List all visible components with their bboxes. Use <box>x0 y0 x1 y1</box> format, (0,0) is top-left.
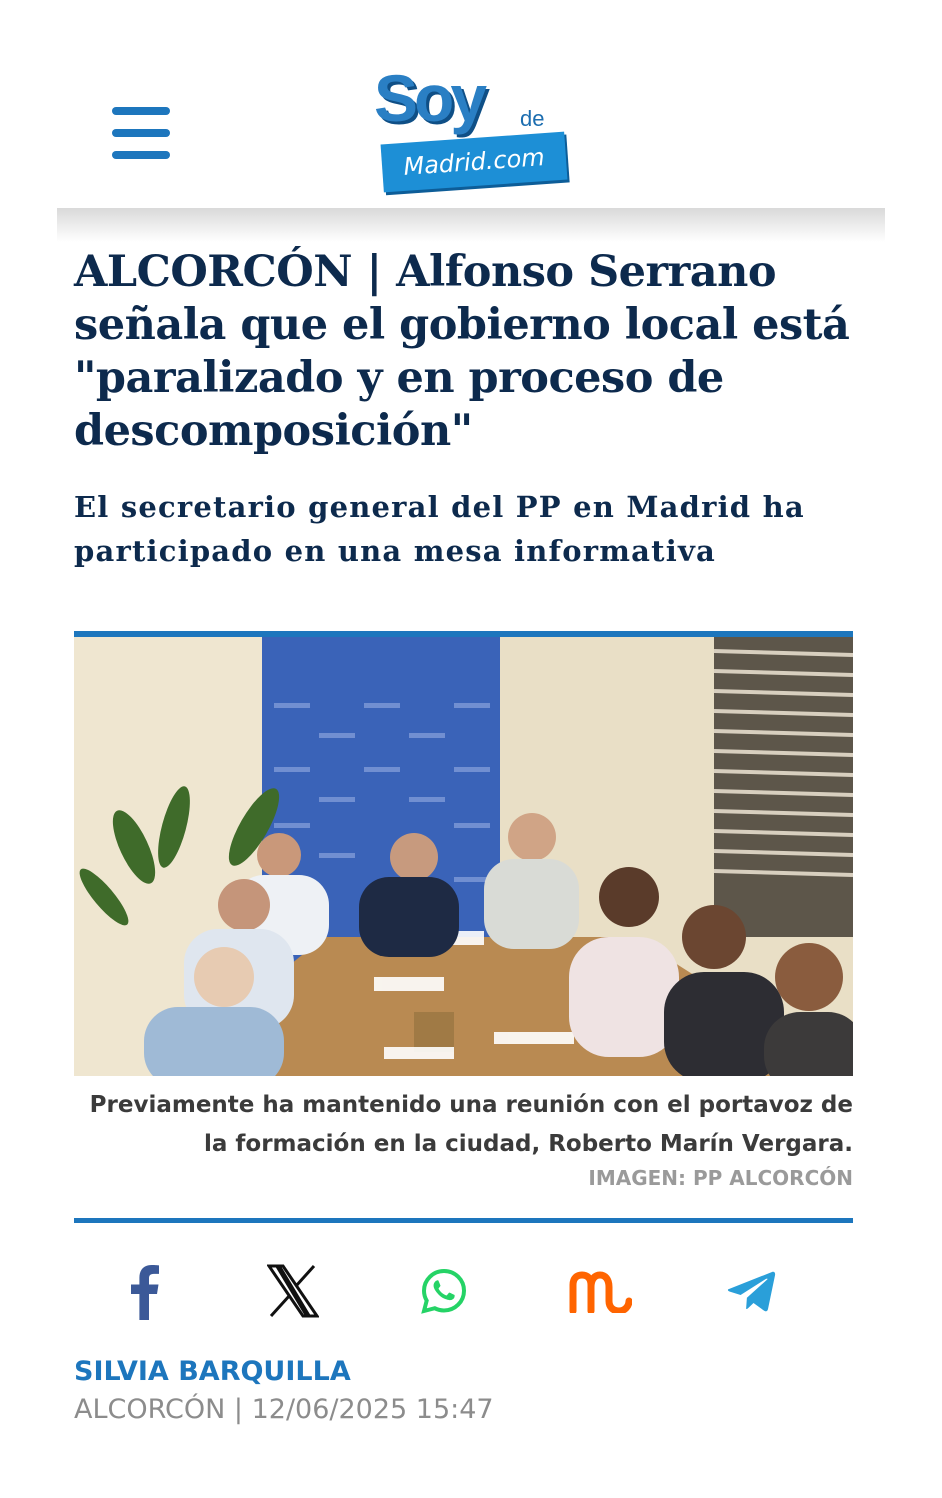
article-subtitle: El secretario general del PP en Madrid ha participado en una mesa informativa <box>74 490 805 568</box>
meneame-share-button[interactable] <box>565 1258 635 1324</box>
whatsapp-share-button[interactable] <box>409 1258 479 1324</box>
logo-badge <box>381 132 568 193</box>
telegram-icon <box>726 1269 776 1313</box>
logo-domain: Madrid.com <box>402 143 546 181</box>
meeting-photo <box>74 637 853 1076</box>
photo-caption: Previamente ha mantenido una reunión con el portavoz de la formación en la ciudad, Roberto Marín Vergara. <box>89 1092 853 1157</box>
location-date: ALCORCÓN | 12/06/2025 15:47 <box>74 1394 494 1425</box>
x-icon <box>267 1264 319 1318</box>
facebook-share-button[interactable] <box>110 1258 180 1324</box>
share-top-rule <box>74 1218 853 1223</box>
article-photo[interactable] <box>74 637 853 1076</box>
facebook-icon <box>130 1262 160 1320</box>
menu-icon[interactable] <box>112 107 170 159</box>
telegram-share-button[interactable] <box>716 1258 786 1324</box>
meneame-icon <box>568 1269 632 1313</box>
header-shadow <box>57 208 885 242</box>
logo-brand: Soy <box>374 61 484 135</box>
x-share-button[interactable] <box>258 1258 328 1324</box>
photo-credit: IMAGEN: PP ALCORCÓN <box>588 1166 853 1190</box>
author-name[interactable]: SILVIA BARQUILLA <box>74 1356 351 1387</box>
logo-de: de <box>520 106 545 131</box>
article-headline: ALCORCÓN | Alfonso Serrano señala que el gobierno local está "paralizado y en proceso de descomposición" <box>74 247 850 456</box>
site-logo[interactable] <box>372 61 572 198</box>
whatsapp-icon <box>420 1267 468 1315</box>
